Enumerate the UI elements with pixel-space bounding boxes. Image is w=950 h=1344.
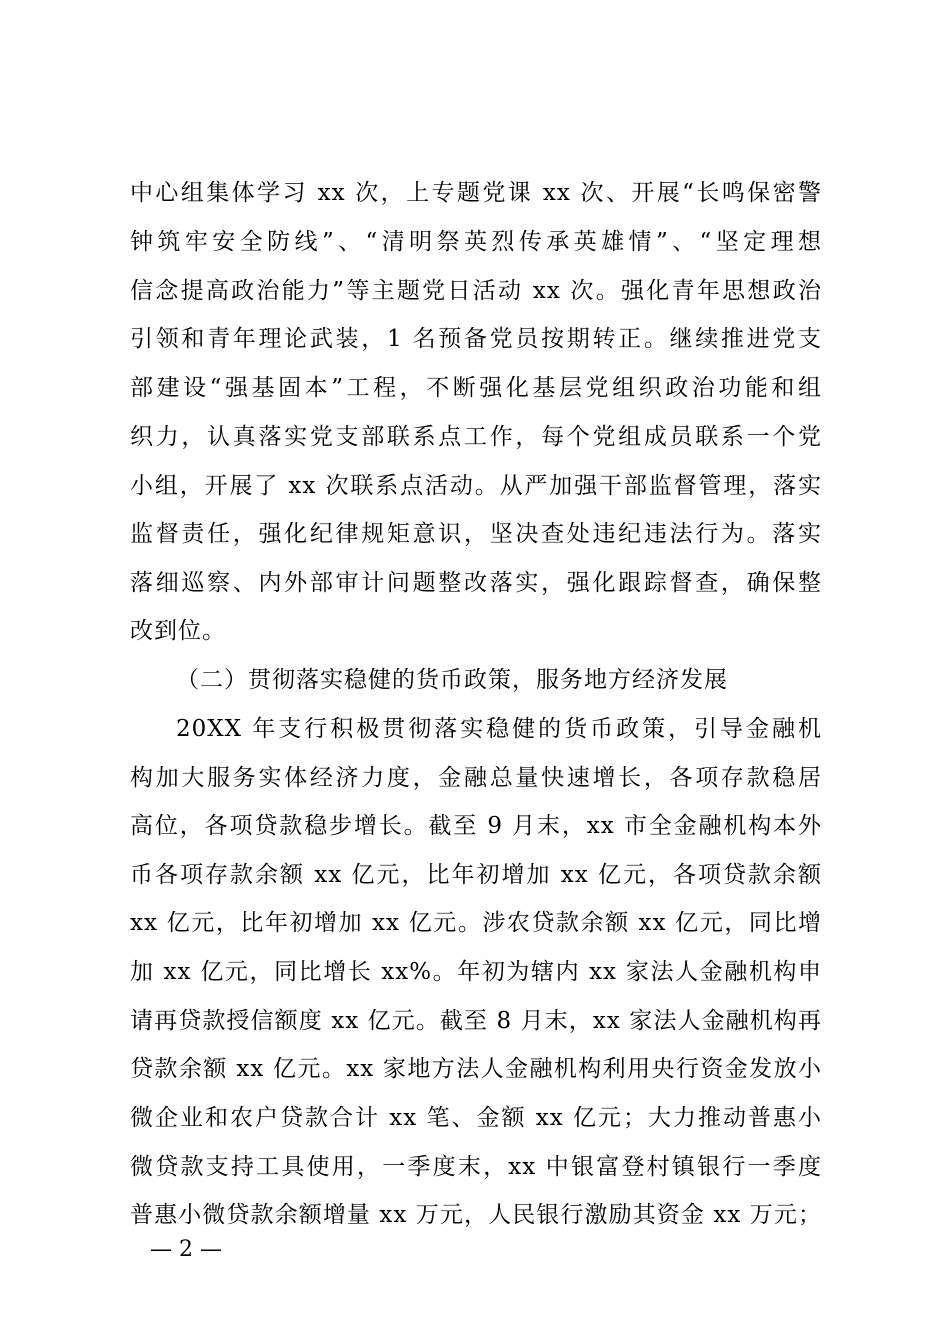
text-line: 织力，认真落实党支部联系点工作，每个党组成员联系一个党 [130,424,822,450]
section-heading: （二）贯彻落实稳健的货币政策，服务地方经济发展 [176,667,728,693]
text-line: 请再贷款授信额度 xx 亿元。截至 8 月末，xx 家法人金融机构再 [130,1008,822,1034]
text-line: 部建设“强基固本”工程，不断强化基层党组织政治功能和组 [130,375,822,401]
text-line: 信念提高政治能力”等主题党日活动 xx 次。强化青年思想政治 [130,278,822,304]
text-line: 加 xx 亿元，同比增长 xx%。年初为辖内 xx 家法人金融机构申 [130,959,822,985]
text-line: 引领和青年理论武装，1 名预备党员按期转正。继续推进党支 [130,326,822,352]
text-line: 高位，各项贷款稳步增长。截至 9 月末，xx 市全金融机构本外 [130,813,822,839]
page-number: — 2 — [150,1237,222,1262]
text-line: 落细巡察、内外部审计问题整改落实，强化跟踪督查，确保整 [130,570,822,596]
text-line: 微贷款支持工具使用，一季度末，xx 中银富登村镇银行一季度 [130,1154,822,1180]
text-line: 构加大服务实体经济力度，金融总量快速增长，各项存款稳居 [130,765,822,791]
text-line: 普惠小微贷款余额增量 xx 万元，人民银行激励其资金 xx 万元； [130,1202,822,1228]
text-line: 小组，开展了 xx 次联系点活动。从严加强干部监督管理，落实 [130,473,822,499]
text-line: 20XX 年支行积极贯彻落实稳健的货币政策，引导金融机 [176,716,822,742]
text-line: 中心组集体学习 xx 次，上专题党课 xx 次、开展“长鸣保密警 [130,180,822,206]
text-line: 改到位。 [130,618,226,644]
text-line: 贷款余额 xx 亿元。xx 家地方法人金融机构利用央行资金发放小 [130,1056,822,1082]
text-line: xx 亿元，比年初增加 xx 亿元。涉农贷款余额 xx 亿元，同比增 [130,910,822,936]
text-line: 币各项存款余额 xx 亿元，比年初增加 xx 亿元，各项贷款余额 [130,862,822,888]
text-line: 监督责任，强化纪律规矩意识，坚决查处违纪违法行为。落实 [130,521,822,547]
text-line: 钟筑牢安全防线”、“清明祭英烈传承英雄情”、“坚定理想 [130,229,822,255]
text-line: 微企业和农户贷款合计 xx 笔、金额 xx 亿元；大力推动普惠小 [130,1105,822,1131]
